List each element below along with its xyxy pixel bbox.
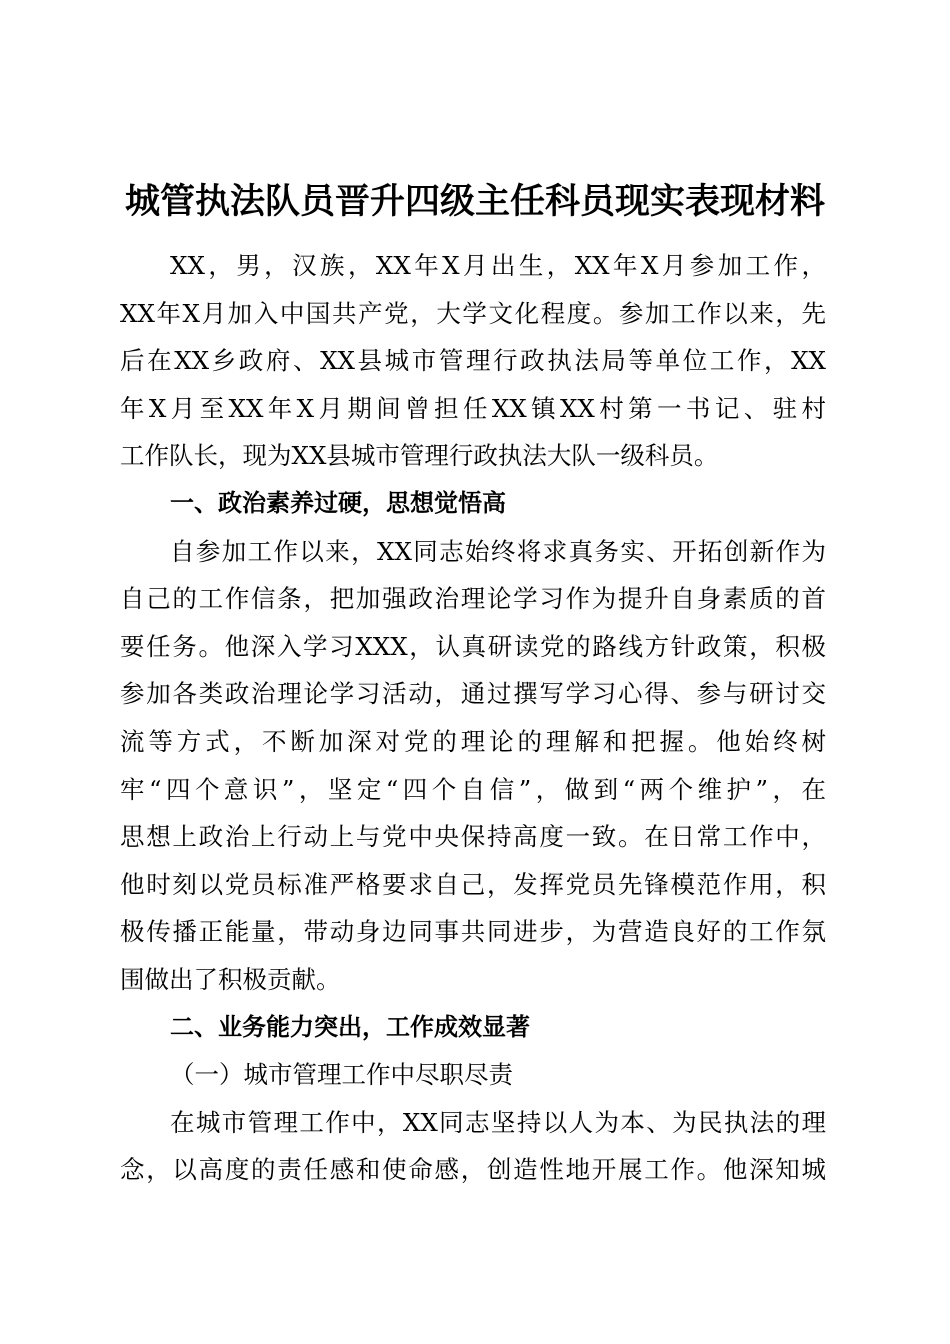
paragraph-line: 参加各类政治理论学习活动，通过撰写学习心得、参与研讨交 (120, 679, 826, 709)
paragraph-line: XX，男，汉族，XX年X月出生，XX年X月参加工作， (170, 251, 826, 280)
intro-paragraph (120, 242, 826, 480)
document-title: 城管执法队员晋升四级主任科员现实表现材料 (124, 181, 825, 222)
paragraph-line: 流等方式，不断加深对党的理论的理解和把握。他始终树 (120, 726, 826, 756)
paragraph-line: 极传播正能量，带动身边同事共同进步，为营造良好的工作氛 (120, 917, 826, 947)
subsection-heading: （一）城市管理工作中尽职尽责 (170, 1060, 513, 1090)
section-heading-1: 一、政治素养过硬，思想觉悟高 (170, 488, 506, 517)
paragraph-line: XX年X月加入中国共产党，大学文化程度。参加工作以来，先 (120, 298, 826, 328)
paragraph-line: 后在XX乡政府、XX县城市管理行政执法局等单位工作，XX (120, 346, 826, 376)
paragraph-line: 要任务。他深入学习XXX，认真研读党的路线方针政策，积极 (120, 631, 826, 661)
paragraph-line: 年X月至XX年X月期间曾担任XX镇XX村第一书记、驻村 (120, 393, 826, 423)
paragraph-line: 自参加工作以来，XX同志始终将求真务实、开拓创新作为 (170, 536, 826, 566)
paragraph-line: 牢“四个意识”，坚定“四个自信”，做到“两个维护”，在 (120, 774, 826, 804)
paragraph-line: 围做出了积极贡献。 (120, 964, 341, 994)
paragraph-line: 思想上政治上行动上与党中央保持高度一致。在日常工作中， (120, 822, 826, 852)
section-heading-2: 二、业务能力突出，工作成效显著 (170, 1012, 530, 1041)
section-1-paragraph (120, 528, 826, 1004)
paragraph-line: 在城市管理工作中，XX同志坚持以人为本、为民执法的理 (170, 1107, 826, 1137)
paragraph-line: 自己的工作信条，把加强政治理论学习作为提升自身素质的首 (120, 584, 826, 614)
paragraph-line: 他时刻以党员标准严格要求自己，发挥党员先锋模范作用，积 (120, 869, 826, 899)
section-2-paragraph (120, 1099, 826, 1194)
paragraph-line: 念，以高度的责任感和使命感，创造性地开展工作。他深知城 (120, 1155, 826, 1185)
document-body (120, 242, 826, 1194)
paragraph-line: 工作队长，现为XX县城市管理行政执法大队一级科员。 (120, 441, 719, 471)
